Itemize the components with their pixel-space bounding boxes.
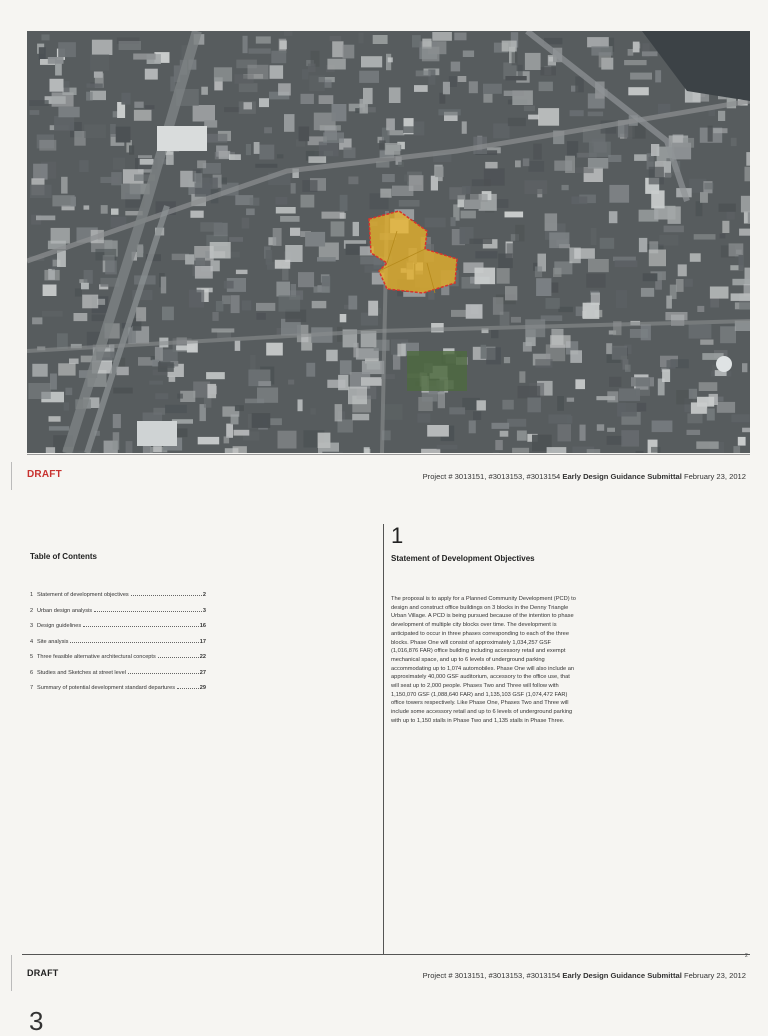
- toc-item-label: Site analysis: [37, 639, 68, 645]
- next-page-number: 3: [29, 1008, 43, 1034]
- toc-item-label: Statement of development objectives: [37, 592, 129, 598]
- toc-item-number: 4: [30, 639, 37, 645]
- project-info-bottom: [423, 971, 746, 980]
- project-numbers-bottom: Project # 3013151, #3013153, #3013154: [423, 971, 561, 980]
- draft-label-top: DRAFT: [27, 469, 62, 480]
- toc-item: [30, 608, 206, 624]
- toc-item-number: 1: [30, 592, 37, 598]
- toc-leader-dots: [158, 656, 199, 658]
- toc-item-number: 7: [30, 685, 37, 691]
- scan-edge-mark: [11, 955, 12, 991]
- toc-leader-dots: [94, 610, 202, 612]
- toc-item-page: 17: [200, 639, 206, 645]
- project-numbers-top: Project # 3013151, #3013153, #3013154: [423, 472, 561, 481]
- toc-item: [30, 670, 206, 686]
- date-bottom: February 23, 2012: [684, 971, 746, 980]
- toc-item: [30, 654, 206, 670]
- toc-title: Table of Contents: [30, 552, 97, 561]
- aerial-site-photo: [27, 31, 750, 453]
- scan-edge-mark: [11, 462, 12, 490]
- toc-leader-dots: [83, 625, 199, 627]
- toc-item-page: 16: [200, 623, 206, 629]
- toc-item: [30, 592, 206, 608]
- toc-leader-dots: [131, 594, 202, 596]
- toc-item-label: Summary of potential development standard departures: [37, 685, 175, 691]
- submittal-title-top: Early Design Guidance Submittal: [562, 472, 681, 481]
- submittal-title-bottom: Early Design Guidance Submittal: [562, 971, 681, 980]
- toc-item-page: 22: [200, 654, 206, 660]
- toc-item-label: Studies and Sketches at street level: [37, 670, 126, 676]
- section-title: Statement of Development Objectives: [391, 554, 535, 563]
- toc-item-number: 2: [30, 608, 37, 614]
- date-top: February 23, 2012: [684, 472, 746, 481]
- toc-item-label: Urban design analysis: [37, 608, 92, 614]
- table-of-contents: [30, 592, 206, 701]
- toc-item-label: Three feasible alternative architectural concepts: [37, 654, 156, 660]
- section-body-text: The proposal is to apply for a Planned Community Development (PCD) to design and construct office buildings on 3 blocks in the Denny Triangle Urban Village. A PCD is being pursued because of the intention to phase development of multiple city blocks over time. The development is anticipated to occur in three phases corresponding to each of the three blocks. Phase One will consist of approximately 1,034,257 GSF (1,016,876 FAR) office building including accessory retail and exempt mechanical space, and up to 6 levels of underground parking accommodating up to 1,074 automobiles. Phase One will also include an approximately 40,000 GSF auditorium, accessory to the office use, that will seat up to 2,000 people. Phases Two and Three will follow with 1,150,070 GSF (1,088,640 FAR) and 1,135,103 GSF (1,074,472 FAR) office towers respectively. Like Phase One, Phases Two and Three will include some accessory retail and up to 6 levels of underground parking with up to 1,150 stalls in Phase Two and 1,135 stalls in Phase Three.: [391, 595, 576, 726]
- column-divider: [383, 524, 384, 954]
- toc-item-page: 27: [200, 670, 206, 676]
- section-number: 1: [391, 523, 403, 549]
- toc-item-label: Design guidelines: [37, 623, 81, 629]
- toc-item: [30, 623, 206, 639]
- toc-item-page: 2: [203, 592, 206, 598]
- toc-item-page: 29: [200, 685, 206, 691]
- toc-item-number: 3: [30, 623, 37, 629]
- toc-leader-dots: [70, 641, 198, 643]
- project-info-top: [423, 472, 746, 481]
- top-divider: [27, 454, 750, 455]
- page-number: 2: [745, 953, 748, 959]
- toc-item: [30, 639, 206, 655]
- toc-item: [30, 685, 206, 701]
- toc-leader-dots: [128, 672, 199, 674]
- toc-leader-dots: [177, 687, 199, 689]
- toc-item-number: 5: [30, 654, 37, 660]
- draft-label-bottom: DRAFT: [27, 968, 59, 978]
- bottom-divider: [22, 954, 750, 955]
- toc-item-number: 6: [30, 670, 37, 676]
- toc-item-page: 3: [203, 608, 206, 614]
